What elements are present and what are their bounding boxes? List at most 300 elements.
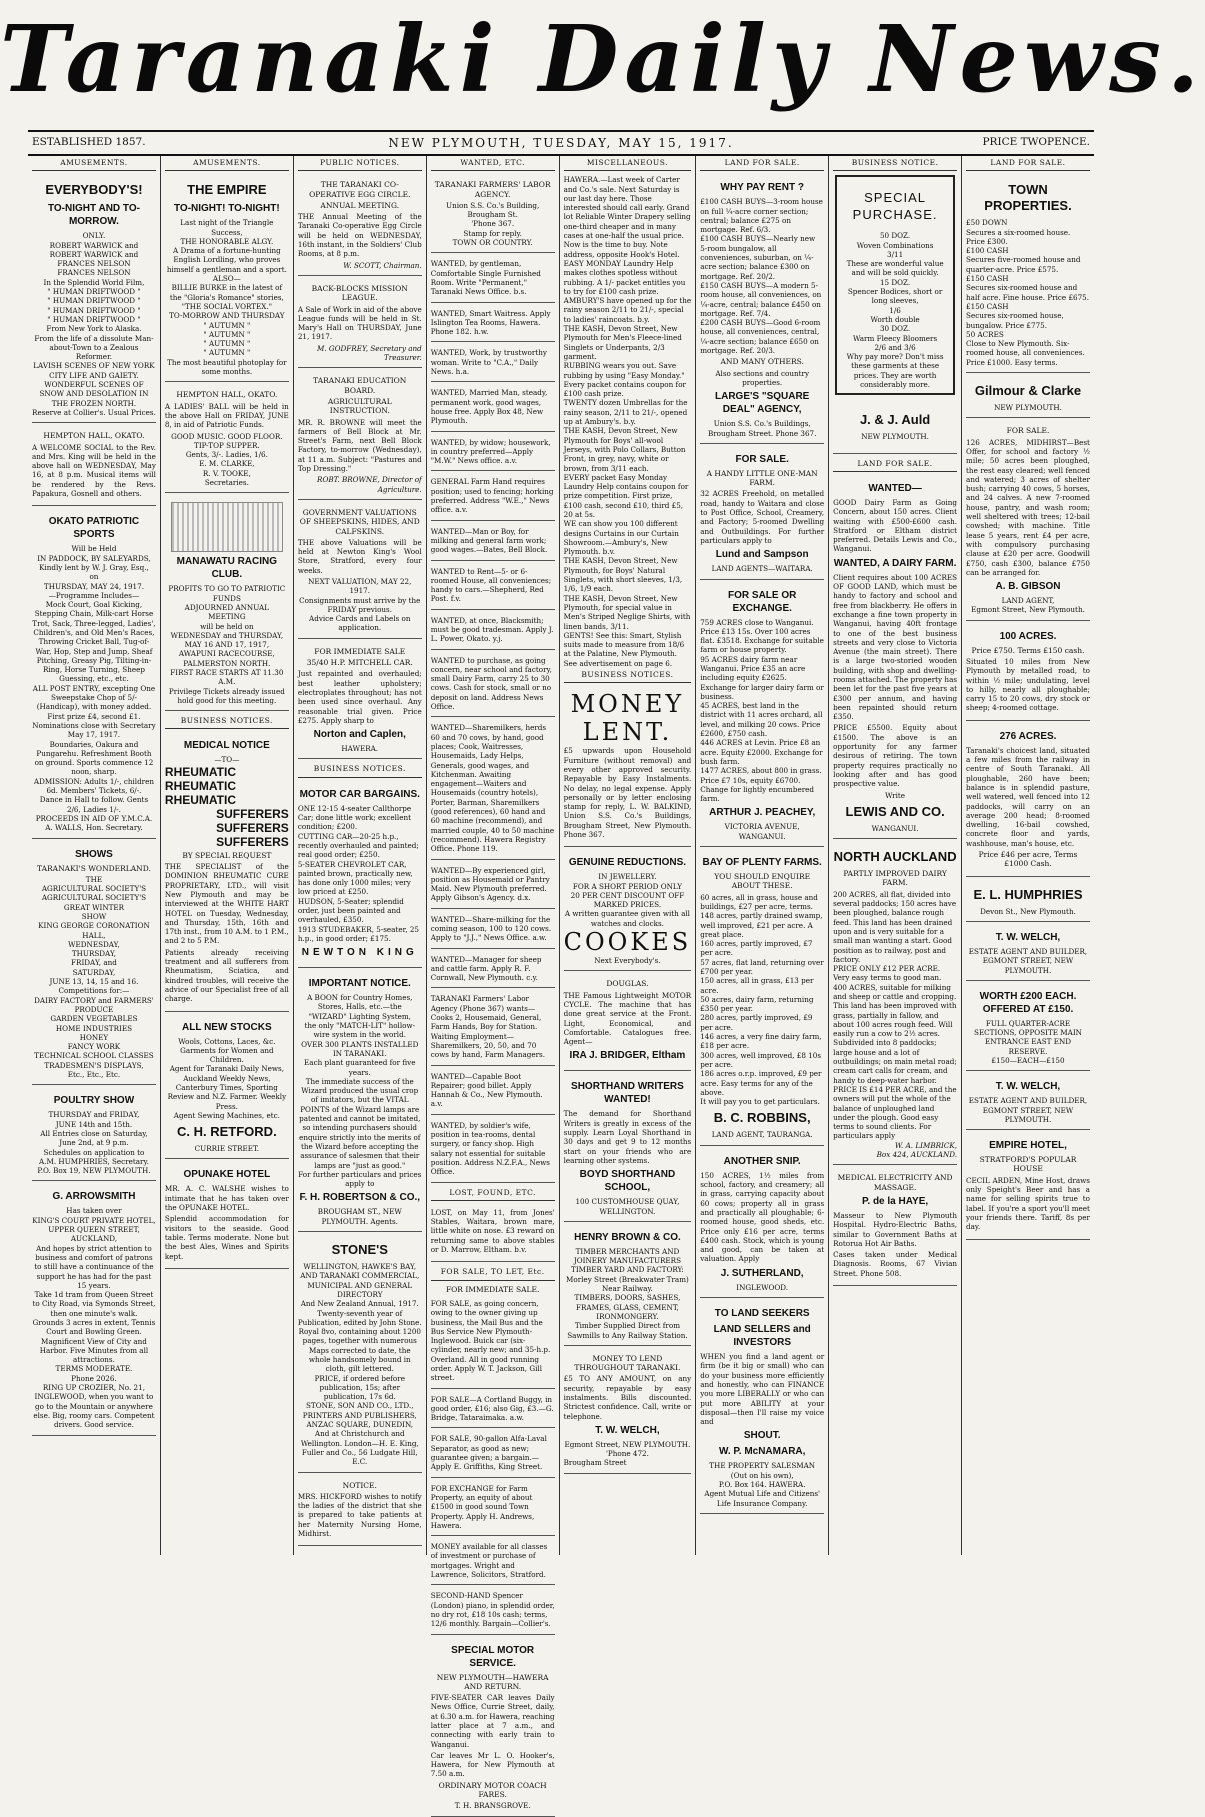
text-line: GREAT WINTER [63,902,125,912]
ad-ladies-ball [165,385,289,493]
ad-title: 100 ACRES. [999,630,1057,642]
text-line: 3/11 [887,249,904,259]
text-line: RHEUMATIC [164,764,237,779]
ad-title: FOR SALE. [735,453,789,465]
ad-body: A Sale of Work in aid of the above League funds will be held in St. Mary's Hall on THURSDAY, June 21, 1917. [297,304,422,342]
ad-opunake-hotel [165,1162,289,1268]
text-line: A.M. HUMPHRIES, Secretary. [39,1156,149,1166]
text-line: P.O. Box 164. HAWERA. [718,1479,806,1489]
ad-body: THE Famous Lightweight MOTOR CYCLE. The machine that has done great service at the Front. Light, Economical, and Comfortable. Catalogues free. Agent— [563,990,692,1047]
text-line: 1/6 [889,305,901,315]
ad-sign: F. H. ROBERTSON & CO., [299,1192,421,1204]
ad-title: MEDICAL NOTICE [183,740,270,752]
masthead-title: Taranaki Daily News. [0,5,1205,113]
ad-body: 32 ACRES Freehold, on metalled road, handy to Waitara and close to Post Office, School, Creamery, and Factory; 5-roomed Dwelling and Outbuildings. For further particulars apply to [700,489,825,545]
ad-sale-or-exchange [700,583,824,848]
rheumatic-lines [165,765,289,807]
text-line: Take 1d tram from Queen Street to City Road, via Symonds Street, then one minute's walk. [32,1290,156,1318]
column-heading: LAND FOR SALE. [966,156,1090,171]
text-line: THE HONORABLE ALGY. [180,236,274,246]
ad-one-man-farm [700,447,824,580]
ad-title: NORTH AUCKLAND [833,849,957,865]
column-4 [427,156,560,1811]
ad-title: TO LAND SEEKERS [714,1308,810,1320]
ad-why-pay-rent [700,175,824,444]
ad-worth [966,984,1090,1071]
text-line: WANTED, by soldier's wife, position in tea-rooms, dental surgery, or fancy shop. High salary not essential for suitable position. Address N.Z.F.A., News Office. [431,1118,555,1183]
ad-title: J. & J. Auld [859,412,931,428]
text-line: THURSDAY and FRIDAY, [48,1110,140,1120]
ad-items [700,893,824,1107]
ad-body: 150 ACRES, 1½ miles from school, factory, and creamery; all in grass, carrying capacity about 60 cows; property all in grass and practically all ploughable; 6-roomed house, good sheds, etc. Price only £16 per acre, terms £400 cash. Stock, which is young and good, can be taken at valuation. Apply [700,1170,825,1264]
ad-body: THE SPECIALIST of the DOMINION RHEUMATIC CURE PROPRIETARY, LTD., will visit New Plymouth and may be interviewed at the WHITE HART HOTEL on Tuesday, Wednesday, and Thursday, 15th, 16th and 17th inst., from 10 A.M. to 1 P.M., and 2 to 5 P.M. [164,862,289,946]
text-line: GENERAL Farm Hand requires position; used to fencing; horking preferred. Address "W.E.," News office. a.v. [431,474,555,520]
text-line: AMBURY'S have opened up for the rainy season 2/11 to 21/-, special to ladies' raincoats. b.y. [563,296,692,324]
ad-subtitle: 35/40 H.P. MITCHELL CAR. [306,658,413,668]
ad-title: THE TARANAKI CO-OPERATIVE EGG CIRCLE. [309,180,411,199]
text-line: THE KASH, Devon Street, New Plymouth, for special value in Men's Striped Neglige Shirts, with linen bands, 3/11. [563,593,691,631]
ad-items [966,218,1090,367]
ad-items [700,618,824,804]
ad-sign: M. GODFREY, Secretary and Treasurer. [316,343,422,363]
ad-title: SHORTHAND WRITERS WANTED! [571,1081,684,1106]
text-line: £150 CASH BUYS—A modern 5-room house, all conveniences, on ¼-acre, central; balance £450 on mortgage. Ref. 7/4. [700,280,822,318]
text-line: KING GEORGE CORONATION HALL, [38,921,150,940]
ad-title: FOR IMMEDIATE SALE. [445,1284,540,1294]
ad-title: ALL NEW STOCKS [182,1021,272,1033]
ad-agency: LARGE'S "SQUARE DEAL" AGENCY, [715,391,810,416]
ad-body: Car leaves Mr L. O. Hooker's, Hawera, for New Plymouth at 7.50 a.m. [430,1750,555,1779]
ad-manawatu [165,496,289,711]
ad-body: THE Annual Meeting of the Taranaki Co-operative Egg Circle will be held on WEDNESDAY, 16th instant, in the Soldiers' Club Rooms, at 8 p.m. [297,212,422,259]
text-line: KING'S COURT PRIVATE HOTEL, [32,1215,156,1225]
ad-lines [431,201,555,247]
text-line: GARDEN VEGETABLES [50,1014,138,1024]
text-line: £100 CASH BUYS—3-room house on full ¼-acre corner section; central; balance £275 on mortgage. Ref. 6/3. [700,197,823,235]
ad-title: NOTICE. [342,1480,377,1490]
text-line: FRAMES, GLASS, CEMENT, [576,1302,679,1312]
text-line: 200 ACRES, all flat, divided into several paddocks; 150 acres have been ploughed, balance rough feed. This land has been drained upon and is very suitable for a small man wanting a start. Good position as to railway, post and factory. [833,889,957,964]
ad-lines [564,872,692,928]
text-line: TECHNICAL SCHOOL CLASSES [34,1051,154,1061]
ad-body: Masseur to New Plymouth Hospital. Hydro-Electric Baths, similar to Government Baths at Rotorua Hot Air Baths. [833,1210,958,1248]
text-line: ALL POST ENTRY, excepting One Sweepstake Chop of 5/- (Handicap), with money added. First prize £4, second £1. [32,683,156,721]
ad-title: MEDICAL ELECTRICITY AND MASSAGE. [837,1173,953,1192]
text-line: Kindly lent by W. J. Gray, Esq., [39,562,149,572]
ad-reductions [564,850,692,971]
ad-line: LAND AGENTS—WAITARA. [711,564,813,574]
text-line: THE PROPERTY SALESMAN [709,1461,816,1471]
ad-money-lend [564,1349,692,1474]
ad-title: TARANAKI'S WONDERLAND. [37,863,151,873]
ad-school: BOYD SHORTHAND SCHOOL, [579,1169,676,1194]
text-line: EVERY packet Easy Monday Laundry Help contains coupon for prize competition. First prize, £100 cash, second £10, third £5, 20 at 5s. [563,472,689,519]
text-line: ESTATE AGENT AND BUILDER, [968,946,1088,956]
text-line: £150 CASH [966,301,1009,311]
ad-items [298,804,422,943]
text-line: TIMBER MERCHANTS AND [575,1246,680,1256]
ad-body: Splendid accommodation for visitors to the seaside. Good table. Terms moderate. None but the best Ales, Wines and Spirits kept. [164,1214,289,1261]
ad-body: MRS. HICKFORD wishes to notify the ladies of the district that she is prepared to take patients at her Maternity Nursing Home, Midhirst. [297,1491,422,1539]
ad-title: FOR IMMEDIATE SALE [314,646,406,656]
text-line: £150—EACH—£150 [991,1056,1065,1065]
text-line: SUFFERERS [216,806,289,821]
text-line: ESTATE AGENT AND BUILDER, [968,1096,1088,1106]
text-line: PRINTERS AND PUBLISHERS, ANZAC SQUARE, DUNEDIN, [302,1410,417,1430]
text-line: Secures six-roomed house, bungalow. Price £775. [966,311,1064,330]
text-line: WANTED to Rent—5- or 6-roomed House, all conveniences; handy to cars.—Shepherd, Red Post. f.v. [431,564,555,610]
ad-medical-notice [165,733,289,1011]
column-5 [560,156,697,1555]
ad-title: Gilmour & Clarke [974,383,1082,399]
ad-lines [564,1247,692,1340]
text-line: TOWN OR COUNTRY. [452,238,533,248]
text-line: Schedules on application to [43,1147,145,1157]
text-line: £150 CASH [966,274,1009,284]
text-line: WANTED—By experienced girl, position as Housemaid or Pantry Maid. New Plymouth preferred. Apply Gibson's Agency. d.x. [431,863,555,909]
text-line: Each plant guaranteed for five years. [304,1058,416,1077]
ad-empire [165,175,289,382]
text-line: 'Phone 367. [471,219,515,229]
text-line: NEXT VALUATION, MAY 22, 1917. [308,576,412,596]
text-line: For further particulars and prices apply to [298,1169,422,1189]
text-line: Privilege Tickets already issued hold good for this meeting. [168,686,285,705]
ad-subtitle: NEW PLYMOUTH—HAWERA AND RETURN. [436,1672,549,1691]
ad-line: NEW PLYMOUTH. [861,432,929,442]
ad-okato-sports [32,509,156,838]
text-line: SECOND-HAND Spencer (London) piano, in splendid order, no dry rot, £18 10s cash; terms, 12/6 monthly. Bargain—Collier's. [431,1588,555,1634]
ad-motor-bargains [298,782,422,968]
ad-body: MR. A. C. WALSHE wishes to intimate that he has taken over the OPUNAKE HOTEL. [164,1184,289,1213]
column-heading: AMUSEMENTS. [32,156,156,171]
text-line: PROCEEDS IN AID OF Y.M.C.A. [35,813,153,823]
text-line: 95 ACRES dairy farm near Wanganui. Price £35 an acre including equity £2625. Exchange for larger dairy farm or business. [700,654,824,701]
text-line: GOOD MUSIC. GOOD FLOOR. [171,431,283,441]
text-line: —Programme Includes— [48,590,140,600]
ad-title: FOR SALE OR EXCHANGE. [728,589,797,614]
text-line: Gents, 3/-. Ladies, 1/6. [185,450,268,460]
ad-line: Next Everybody's. [594,956,661,966]
ad-title-2: WANTED, A DAIRY FARM. [833,557,957,569]
text-line: Will be Held [71,544,117,554]
text-line: THE KASH, Devon Street, New Plymouth for Men's Fleece-lined Singlets or Underpants, 2/3 garment. [563,324,682,361]
text-line: Wools, Cottons, Laces, &c. [178,1036,276,1046]
ad-line: Brougham Street [563,1458,627,1468]
text-line: WANTED—Sharemilkers, herds 60 and 70 cows, by hand, good places; Cook, Waitresses, Housemaids, Lady Helps, Generals, good wages, and Kitchenman. Awaiting engagement—Waiters and Housemaids (country hotels), Porter, Barman, Sharemilkers (good references), 60 hand and 60 machine (recommend), and married couple, 40 to 50 machine (recommend). Hawera Registry Office. Phone 119. [431,720,555,859]
ad-subtitle: TO-NIGHT! TO-NIGHT! [173,203,280,215]
text-line: Reserve at Collier's. Usual Prices. [32,407,156,417]
text-line: WELLINGTON, HAWKE'S BAY, AND TARANAKI COMMERCIAL, MUNICIPAL AND GENERAL DIRECTORY [300,1262,420,1299]
text-line: WANTED to purchase, as going concern, near school and factory, small Dairy Farm, carry 25 to 30 cows. Cash for stock, small or no deposit on land. Address News Office. [431,653,555,718]
ad-shorthand [564,1074,692,1221]
text-line: 186 acres o.r.p. improved, £9 per acre. Easy terms for any of the above. [700,1069,822,1097]
text-line: 1913 STUDEBAKER, 5-seater, 25 h.p., in good order; £175. [297,924,419,943]
section-heading: BUSINESS NOTICES. [564,668,692,683]
column-1 [28,156,161,1555]
column-heading: WANTED, ETC. [431,156,555,171]
text-line: ROBERT WARWICK and [49,249,139,259]
text-line: Twenty-seventh year of Publication, edited by John Stone. Royal 8vo, containing about 1200 pages, together with numerous Maps corrected to date, the whole handsomely bound in cloth, gilt lettered. [297,1308,422,1374]
ad-lines [298,577,422,633]
text-line: Dance in Hall to follow. Gents 2/6, Ladies 1/-. [39,795,149,814]
text-line: WANTED, by widow; housework, in country preferred—Apply "M.W." News office. a.v. [431,435,555,472]
text-line: R. V. TOOKE, [202,468,251,478]
ad-body: The demand for Shorthand Writers is greatly in excess of the supply. Learn Loyal Shorthand in 30 days and get 9 to 12 months start on your friends who are learning other systems. [563,1109,692,1165]
text-line: Mock Court, Goal Kicking, Stepping Chain, Milk-cart Horse Trot, Sack, Three-legged, Ladies', Children's, and Old Men's Races, Throwing Cricket Ball, Tug-of-War, Hop, Step and Jump, Sheaf Pitching, Greasy Pig, Tilting-in-Ring, Horse Turning, Sheep Guessing, etc., etc. [32,600,156,684]
ad-body: GOOD Dairy Farm as Going Concern, about 150 acres. Client waiting with £500-£600 cash. Stratford or Eltham district preferred. Details Lewis and Co., Wanganui. [833,497,958,554]
ad-title: MONEY LENT. [570,690,685,747]
text-line: BILLIE BURKE in the latest of the "Gloria's Romance" stories, "THE SOCIAL VORTEX." [169,283,284,311]
text-line: SUFFERERS [216,834,289,849]
ad-lost [431,1205,555,1262]
text-line: AGRICULTURAL SOCIETY'S [41,884,147,894]
text-line: 446 ACRES at Levin. Price £8 an acre. Equity £2000. Exchange for bush farm. [700,738,823,766]
section-heading: LAND FOR SALE. [833,457,957,472]
ad-title: EVERYBODY'S! [45,182,143,198]
text-line: " AUTUMN " [203,329,251,339]
ad-empire-hotel [966,1133,1090,1239]
text-line: Secures a six-roomed house. Price £300. [966,227,1071,246]
ad-title: FOR SALE. [1006,426,1050,436]
ad-line: VICTORIA AVENUE, WANGANUI. [724,822,800,841]
text-line: £100 CASH BUYS—Nearly new 5-room bungalow, all conveniences, suburban, on ¼-acre section; balance £300 on mortgage. Ref. 20/2. [700,234,816,281]
ad-title: HEMPTON HALL, OKATO. [176,390,278,400]
column-7 [829,156,962,1555]
text-line: on [89,572,99,582]
text-line: TARANAKI Farmers' Labor Agency (Phone 367) wants—Cooks 2, Housemaid, General, Farm Hands, Boy for Station. Waiting Employment—Sharemilkers, 20, 50, and 70 cows by hand, Farm Managers. [431,991,555,1065]
notice-education [298,371,422,500]
ad-sign: W. SCOTT, Chairman. [343,260,422,270]
text-line: Agent Mutual Life and Citizens' Life Insurance Company. [704,1489,820,1508]
text-line: RHEUMATIC [164,792,237,807]
text-line: AWAPUNI RACECOURSE, [178,649,275,659]
text-line: And at Christchurch and Wellington. London—H. E. King, Fuller and Co., 56 Ludgate Hill, E.C. [300,1429,419,1467]
ad-lines [966,1019,1090,1065]
ad-line: HAWERA. [341,744,379,754]
ad-title: T. W. WELCH, [995,1081,1061,1093]
text-line: " AUTUMN " [203,339,251,349]
wanted-list [431,256,555,1182]
text-line: ONE 12-15 4-seater Callthorpe Car; done little work; excellent condition; £200. [297,803,412,832]
text-line: THURSDAY, [71,949,117,959]
notice-hickford [298,1476,422,1547]
text-line: JUNE 13, 14, 15 and 16. [49,977,139,987]
text-line: 5-SEATER CHEVROLET CAR, painted brown, practically new, has done only 1000 miles; very low priced at £250. [297,859,413,897]
text-line: FOR EXCHANGE for Farm Property, an equity of about £1500 in good sound Town Property. Apply H. Andrews, Hawera. [431,1481,555,1536]
ad-motor-service [431,1638,555,1817]
ad-title: DOUGLAS. [606,979,649,989]
ad-lines [32,875,156,1080]
dateline [28,130,1094,156]
ad-items [700,197,824,355]
text-line: £200 CASH BUYS—Good 6-room house, all conveniences, central, ¼-acre section; balance £650 on mortgage. Ref. 20/3. [700,318,821,356]
text-line: WE can show you 100 different designs Curtains in our Curtain Showroom.—Ambury's, New Plymouth. b.v. [563,519,679,557]
misc-list [564,175,692,668]
ad-line: Box 424, AUCKLAND. [876,1150,958,1160]
ad-sign: B. C. ROBBINS, [713,1110,811,1126]
ad-line: LAND AGENT, [1001,596,1055,606]
text-line: E. M. CLARKE, [199,459,255,469]
ad-title: TARANAKI FARMERS' LABOR AGENCY. [434,180,551,199]
ad-title: SPECIAL PURCHASE. [852,190,938,223]
text-line: 50 acres, dairy farm, returning £350 per year. [700,994,814,1014]
ad-line: WANGANUI. [871,823,919,833]
text-line: (Out on his own), [730,1470,794,1480]
text-line: will be held on [200,621,254,631]
text-line: 60 acres, all in grass, house and buildings, £27 per acre, terms. [700,892,818,911]
ad-title: WANTED— [868,482,922,494]
ad-line: Also sections and country properties. [715,368,810,387]
text-line: The most beautiful photoplay for some months. [167,357,287,377]
ad-welch-1 [966,925,1090,981]
ad-auld [833,399,957,453]
ad-line: Union S.S. Co.'s Buildings, Brougham Street. Phone 367. [707,419,817,438]
text-line: " HUMAN DRIFTWOOD " [47,287,141,297]
ad-line: INGLEWOOD. [736,1282,789,1292]
text-line: TIMBERS, DOORS, SASHES, [574,1293,681,1303]
text-line: TIP-TOP SUPPER. [194,440,260,450]
ad-north-auckland [833,842,957,1165]
text-line: THE [85,874,103,884]
text-line: 1477 ACRES, about 800 in grass. Price £7 10s, equity £6700. Change for lightly encumbered farm. [700,766,822,804]
text-line: These are wonderful value and will be sold quickly. [846,259,944,278]
text-line: 50 ACRES [966,329,1004,339]
ad-title: OKATO PATRIOTIC SPORTS [48,516,140,541]
text-line: FANCY WORK [67,1042,121,1052]
ad-body: A LADIES' BALL will be held in the above Hall on FRIDAY, JUNE 8, in aid of Patriotic Funds. [164,401,289,430]
ad-wizard-lighting [298,971,422,1232]
text-line: " HUMAN DRIFTWOOD " [47,296,141,306]
text-line: Secures six-roomed house and half acre. Fine house. Price £675. [966,283,1090,302]
ad-title: IMPORTANT NOTICE. [308,978,411,990]
text-line: the only "MATCH-LIT" hollow-wire system in the world. [304,1021,416,1040]
ad-stones-directory [298,1235,422,1473]
established-label: ESTABLISHED 1857. [32,136,146,148]
section-heading: SHOWS [75,848,113,860]
ad-title: WORTH £200 EACH. OFFERED AT £150. [979,990,1077,1015]
text-line: WONDERFUL SCENES OF SNOW AND DESOLATION IN THE FROZEN NORTH. [39,380,149,408]
text-line: Grounds 3 acres in extent, Tennis Court and Bowling Green. Magnificent View of City and Harbor. Five Minutes from all attractions. [32,1317,156,1365]
ad-douglas [564,974,692,1071]
section-heading: BUSINESS NOTICES. [165,714,289,729]
ad-another-snip [700,1149,824,1298]
ad-lines [165,1037,289,1121]
column-heading: BUSINESS NOTICE. [833,156,957,171]
text-line: EGMONT STREET, NEW PLYMOUTH. [982,1105,1074,1124]
ad-lines [32,1206,156,1429]
ad-sign: Lund and Sampson [715,549,809,561]
text-line: THE KASH, Devon Street, New Plymouth, for Boys' Natural Singlets, with short sleeves, 1/3, 1/6, 1/9 each. [563,556,683,594]
text-line: MONEY available for all classes of investment or purchase of mortgages. Wright and Lawrence, Solicitors, Stratford. [431,1539,555,1585]
ad-lines [32,241,156,418]
text-line: And hopes by strict attention to business and comfort of patrons to still have a continuance of the support he has had for the past 15 years. [34,1243,154,1290]
ad-body: CECIL ARDEN, Mine Host, draws only Speight's Beer and has a name for selling spirits true to label. If you're a sport you'll meet your friends there. Tariff, 8s per day. [966,1175,1090,1232]
text-line: Etc., Etc., Etc. [67,1070,121,1080]
text-line: FULL QUARTER-ACRE SECTIONS, OPPOSITE MAIN ENTRANCE EAST END RESERVE. [974,1018,1082,1056]
text-line: And New Zealand Annual, 1917. [300,1299,419,1309]
text-line: 50 DOZ. [879,231,911,241]
text-line: WANTED, Smart Waitress. Apply Islington Tea Rooms, Hawera. Phone 182. h.w. [431,306,555,343]
ad-subtitle: STRATFORD'S POPULAR HOUSE [979,1155,1077,1174]
section-heading: LOST, FOUND, ETC. [431,1186,555,1201]
text-line: PRICE ONLY £12 PER ACRE. Very easy terms to good man. [833,964,942,983]
text-line: It will pay you to get particulars. [700,1097,820,1107]
text-line: HONEY [79,1032,109,1042]
ad-subtitle: PARTLY IMPROVED DAIRY FARM. [843,869,947,888]
text-line: JOINERY MANUFACTURERS [573,1256,682,1266]
ad-lines [165,432,289,488]
section-heading: BUSINESS NOTICES. [298,762,422,777]
ad-title: BAY OF PLENTY FARMS. [702,857,822,869]
ad-hempton [32,426,156,506]
text-line: 20 PER CENT DISCOUNT OFF MARKED PRICES. [570,890,685,910]
text-line: STONE, SON AND CO., LTD., [306,1401,414,1411]
ad-lines [165,218,289,376]
text-line: From New York to Alaska. [46,324,142,334]
text-line: Woven Combinations [856,240,934,250]
text-line: GENTS! See this: Smart, Stylish suits made to measure from 18/6 at the Palatine, New Plymouth. See advertisement on page 6. [563,630,685,668]
ad-line: 100 CUSTOMHOUSE QUAY, WELLINGTON. [575,1197,680,1216]
text-line: A Drama of a fortune-hunting English Lordling, who proves himself a gentleman and a sport. [166,246,287,274]
price-label: PRICE TWOPENCE. [982,136,1090,148]
ad-line: Write [885,790,906,800]
text-line: TO-MORROW AND THURSDAY [169,311,285,321]
ad-title: HEMPTON HALL, OKATO. [43,431,145,441]
ad-line: CURRIE STREET. [194,1144,260,1154]
text-line: UPPER QUEEN STREET, AUCKLAND, [48,1225,140,1244]
ad-sign: NEWTON KING [301,947,418,959]
text-line: Has taken over [66,1206,122,1216]
text-line: " HUMAN DRIFTWOOD " [47,305,141,315]
ad-title: WHY PAY RENT ? [720,182,804,194]
ad-line: NEW PLYMOUTH. [994,403,1062,413]
ad-shows [32,842,156,1086]
ad-title: T. W. WELCH, [995,931,1061,943]
ad-body: THE above Valuations will be held at Newton King's Wool Store, Stratford, every four weeks. [297,537,422,575]
ad-title: STONE'S [331,1242,388,1258]
text-line: Worth double [870,314,920,324]
ad-name: COOKES [563,928,692,957]
ad-all-new-stocks [165,1015,289,1160]
ad-body: Situated 10 miles from New Plymouth by metalled road, to within ½ mile; undulating, level to hilly, nearly all ploughable; carry 15 to 20 cows, dry stock or sheep; 4-roomed cottage. [966,656,1090,713]
ad-poultry [32,1088,156,1181]
text-line: Why pay more? Don't miss these garments at these prices. They are worth considerably more. [846,352,944,390]
ad-body: Client requires about 100 ACRES OF GOOD LAND, which must be handy to factory and school and free from blackberry. He offers in exchange a fine town property in Wanganui, having 40ft frontage to one of the best business streets and very close to Victoria Avenue (the main street). There is a large two-storied wooden building, with shop and dwelling-rooms attached. The property has been let for the past five years at £300 per annum, and having been repainted should return £350. [833,572,958,722]
text-line: HUDSON, 5-Seater; splendid order, just been painted and overhauled, £350. [297,896,404,925]
ad-body: PRICE £5500. Equity about £1500. The above is an opportunity for any farmer desirous of retiring. The town property requires practically no looking after and has good prospective value. [833,723,958,789]
text-line: " HUMAN DRIFTWOOD " [47,314,141,324]
ad-title: MONEY TO LEND THROUGHOUT TARANAKI. [574,1353,681,1373]
ad-line: BY SPECIAL REQUEST [182,850,272,860]
text-line: Phone 2026. [71,1373,117,1383]
ad-shout: SHOUT. [743,1430,781,1442]
text-line: FRANCES NELSON [57,259,131,269]
ad-sign: ARTHUR J. PEACHEY, [709,807,816,819]
ad-sign: T. W. WELCH, [595,1424,660,1436]
ad-sign: T. H. BRANSGROVE. [454,1801,531,1811]
text-line: SUFFERERS [216,820,289,835]
text-line: £100 CASH [966,246,1009,256]
ad-body: A WELCOME SOCIAL to the Rev. and Mrs. King will be held in the above hall on WEDNESDAY, May 16, at 8 p.m. Musical items will be rendered by the Revs. Papakura, Gosnell and others. [32,442,156,499]
ad-arrowsmith [32,1184,156,1435]
ad-line: BROUGHAM ST., NEW PLYMOUTH. Agents. [317,1207,402,1226]
ad-land-seekers [700,1301,824,1514]
ad-body: £5 TO ANY AMOUNT, on any security, repayable by easy instalments. Bills discounted. Strictest confidence. Call, write or telephone. [563,1374,692,1421]
ad-title: GOVERNMENT VALUATIONS OF SHEEPSKINS, HIDES, AND CALFSKINS. [299,507,420,536]
text-line: OVER 300 PLANTS INSTALLED IN TARANAKI. [301,1039,419,1058]
text-line: Stamp for reply. [463,228,522,238]
text-line: IRONMONGERY. [596,1311,659,1321]
